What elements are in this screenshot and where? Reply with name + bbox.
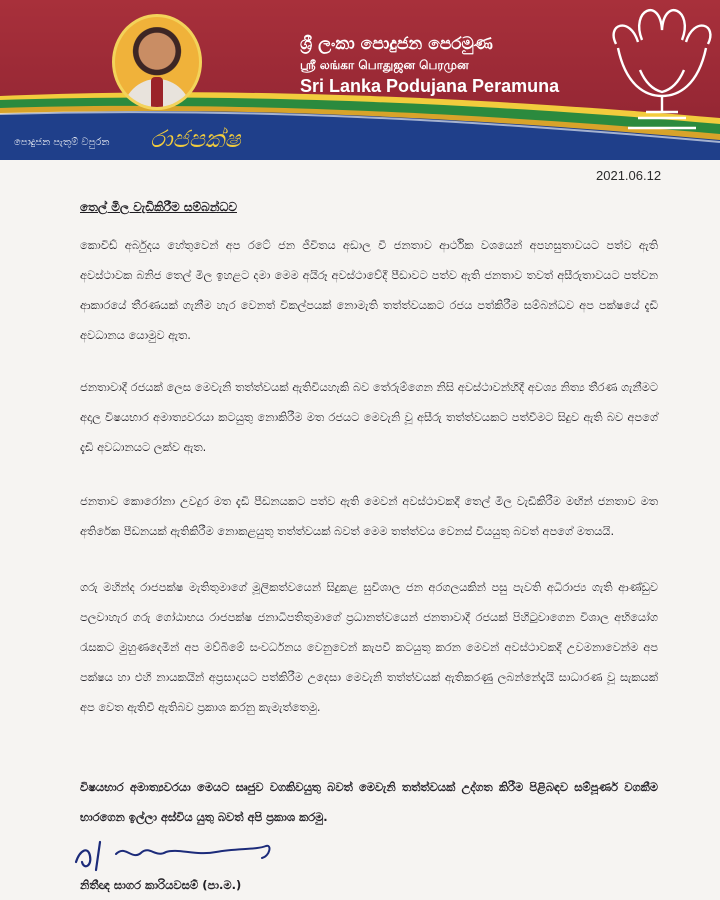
party-name-sinhala: ශ්‍රී ලංකා පොදුජන පෙරමුණ <box>300 34 493 54</box>
letter-paragraph-2: ජනතාවාදී රජයක් ලෙස මෙවැනි තත්ත්වයක් ඇතිවියහැකි බව තේරුම්ගෙන නිසි අවස්ථාවන්හිදී අවශ්‍ය නිත්‍ය තීරණ ගැනීමට අදාල විෂයභාර අමාත්‍යවරයා කටයුතු නොකිරීම මත රජයට මෙවැනි වූ අසීරු තත්ත්වයකට පත්වීමට සිදුව ඇති බව අපගේ දැඩි අවධානයට ලක්ව ඇත. <box>80 380 658 454</box>
leader-portrait <box>112 14 202 110</box>
letter-paragraph-5: විෂයභාර අමාත්‍යවරයා මෙයට සෘජුව වගකිවයුතු බවත් මෙවැනි තත්ත්වයක් උද්ගත කිරීම පිළිබඳව සම්පූර්ණ වගකීම භාරගෙන ඉල්ලා අස්විය යුතු බවත් අපි ප්‍රකාශ කරමු. <box>80 780 658 824</box>
letter-paragraph-1: කොවිඩ් අර්බුදය හේතුවෙන් අප රටේ ජන ජීවිතය අඩාල වී ජනතාව ආර්ථික වශයෙන් අපහසුතාවයට පත්ව ඇති අවස්ථාවක බනිජ තෙල් මිල ඉහළට දමා මෙම අයිරූ අවස්ථාවේදී පීඩාවට පත්ව ඇති ජනතාව තවත් අසීරුතාවයට පත්වන ආකාරයේ තීරණයක් ගැනීම හැර වෙනත් විකල්පයක් නොමැති තත්ත්වයකට රජය පත්කිරීම සම්බන්ධව අප පක්ෂයේ දැඩි අවධානය යොමුව ඇත. <box>80 238 658 342</box>
letter-date: 2021.06.12 <box>596 168 662 183</box>
party-name-tamil: ஸ்ரீ லங்கா பொதுஜன பெரமுன <box>300 58 469 72</box>
party-name-english: Sri Lanka Podujana Peramuna <box>300 76 560 96</box>
letter-paragraph-4: ගරු මහින්ද රාජපක්ෂ මැතිතුමාගේ මූලිකත්වයෙන් සිදුකළ සුවිශාල ජන අරගලයකින් පසු පැවති අධිරාජ්‍ය ගැති ආණ්ඩුව පලවාහැර ගරු ගෝඨාභය රාජපක්ෂ ජනාධිපතිතුමාගේ ප්‍රධානත්වයෙන් ජනතාවාදී රජයක් පිහිටුවාගෙන විශාල අභියෝග රැසකට මුහුණදෙමින් අප මව්බිමේ සංවර්ධනය වෙනුවෙන් කැපවී කටයුතු කරන මෙවන් අවස්ථාවකදී උවමනාවෙන්ම අප පක්ෂය හා එහි නායකයින් අප්‍රසාදයට පත්කිරීම උදෙසා මෙවැනි තත්ත්වයක් ඇතිකරණු ලබන්නේදැයි සාධාරණ වූ සැකයක් අප වෙත ඇතිවී ඇතිබව ප්‍රකාශ කරනු කැමැත්තෙමු. <box>80 580 658 714</box>
brand-script-logo: රාජපක්ෂ <box>150 125 241 153</box>
party-slogan: පොදුජන පැතුම් වපුරන <box>14 137 110 148</box>
letter-paragraph-3: ජනතාව කොරෝනා උවදුර මත දැඩි පීඩනයකට පත්ව ඇති මෙවන් අවස්ථාවකදී තෙල් මිල වැඩිකිරීම මඟින් ජනතාව මත අතිරේක පීඩනයක් ඇතිකිරීම නොකළයුතු තත්ත්වයක් බවත් මෙම තත්ත්වය වෙනස් වියයුතු බවත් අපගේ මතයයි. <box>80 494 658 538</box>
handwritten-signature <box>66 832 296 876</box>
letterhead-banner <box>0 0 720 168</box>
letter-subject: තෙල් මිල වැඩිකිරීම සම්බන්ධව <box>80 200 237 214</box>
signer-name: නිතීඥ සාගර කාරියවසම් (පා.ම.) <box>80 878 242 892</box>
